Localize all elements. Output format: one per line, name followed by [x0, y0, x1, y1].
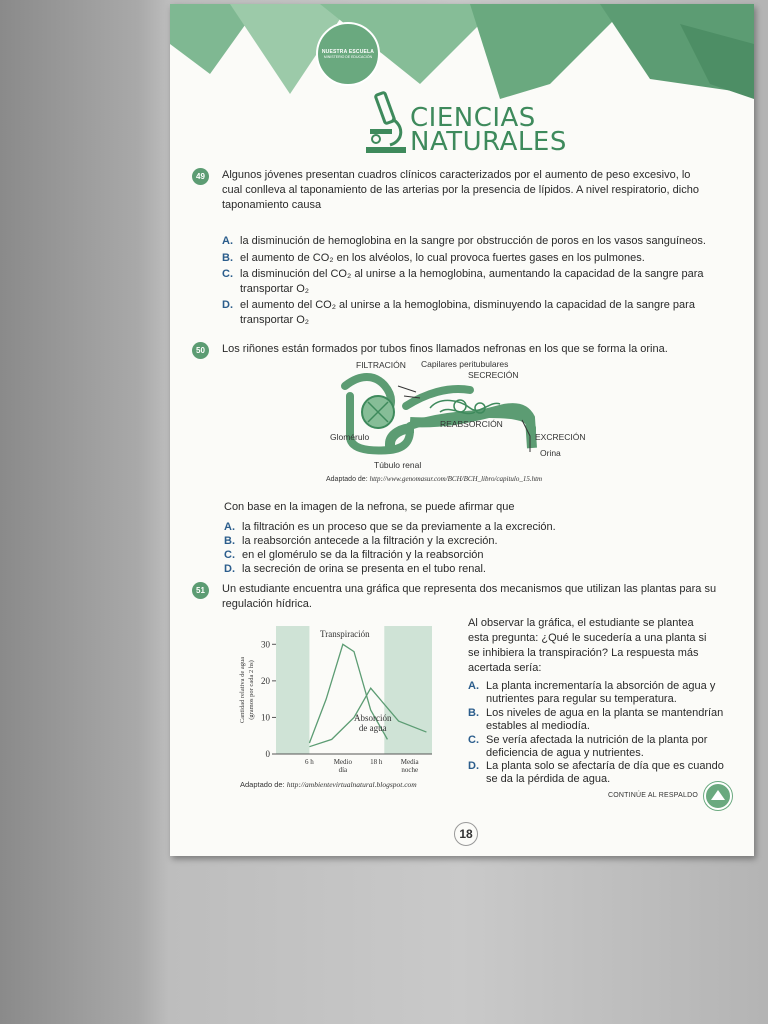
option-text: Se vería afectada la nutrición de la planta por	[486, 734, 708, 746]
label-glomerulo: Glomérulo	[330, 432, 370, 442]
y-tick-label: 30	[261, 639, 270, 650]
option-key: B.	[468, 707, 479, 719]
series-label-absorcion-cont: de agua	[358, 723, 387, 734]
option-key: D.	[468, 760, 479, 772]
q49-option-d[interactable]	[222, 298, 732, 326]
source-prefix: Adaptado de:	[326, 476, 368, 483]
option-text: la disminución de hemoglobina en la sangre por obstrucción de poros en los vasos sanguíneos.	[240, 235, 706, 247]
option-text: la secreción de orina se presenta en el tubo renal.	[242, 563, 486, 575]
question-number-badge: 51	[192, 582, 209, 599]
series-label-transpiracion: Transpiración	[320, 629, 370, 639]
option-text-cont: se da la pérdida de agua.	[486, 773, 611, 785]
q49-option-c[interactable]	[222, 267, 732, 295]
option-text: la filtración es un proceso que se da previamente a la excreción.	[242, 521, 556, 533]
y-tick-label: 10	[261, 712, 270, 723]
label-orina: Orina	[540, 448, 561, 458]
q50-option-d[interactable]	[224, 562, 704, 576]
label-excrecion: EXCRECIÓN	[535, 432, 586, 442]
option-key: D.	[224, 563, 235, 575]
ministry-logo	[316, 22, 380, 86]
label-secrecion: SECRECIÓN	[468, 370, 519, 380]
option-text-cont: transportar O₂	[240, 283, 310, 295]
title-ciencias: CIENCIAS	[410, 103, 536, 133]
q51-question	[468, 616, 730, 676]
q49-stem-line2: cual conlleva al taponamiento de las arterias por la presencia de lípidos. A nivel respiratorio, dicho	[222, 184, 699, 196]
subject-title	[362, 89, 582, 159]
question-number-badge: 50	[192, 342, 209, 359]
logo-text-2: MINISTERIO DE EDUCACIÓN	[323, 55, 373, 59]
q51-question-line1: Al observar la gráfica, el estudiante se plantea	[468, 617, 694, 629]
y-axis-label-line2: (gramos por cada 2 hs)	[248, 660, 255, 720]
option-key: C.	[224, 549, 235, 561]
x-tick-label: 6 h	[305, 758, 314, 766]
arrow-up-icon	[706, 784, 730, 808]
title-naturales: NATURALES	[410, 127, 567, 157]
q49-option-a[interactable]	[222, 234, 732, 248]
night-band-right	[384, 626, 432, 754]
label-capilares: Capilares peritubulares	[421, 359, 509, 369]
x-tick-label: noche	[401, 766, 419, 774]
chart-source	[240, 780, 417, 789]
option-key: C.	[468, 734, 479, 746]
logo-text-1: NUESTRA ESCUELA	[321, 49, 375, 55]
q51-question-line3: se inhibiera la transpiración? La respuesta más	[468, 647, 699, 659]
x-tick-label: día	[338, 766, 348, 774]
q50-option-b[interactable]	[224, 534, 704, 548]
option-key: A.	[224, 521, 235, 533]
q51-option-d[interactable]	[468, 759, 732, 787]
option-text: la reabsorción antecede a la filtración y la excreción.	[242, 535, 498, 547]
q51-option-c[interactable]	[468, 733, 732, 761]
option-text-cont: nutrientes para regular su temperatura.	[486, 693, 677, 705]
option-text-cont: deficiencia de agua y nutrientes.	[486, 747, 644, 759]
nephron-source	[326, 475, 542, 483]
option-text: el aumento del CO₂ al unirse a la hemoglobina, disminuyendo la capacidad de la sangre para	[240, 299, 695, 311]
q49-stem-line1: Algunos jóvenes presentan cuadros clínicos caracterizados por el aumento de peso excesivo, lo	[222, 169, 691, 181]
continue-label: CONTINÚE AL RESPALDO	[608, 792, 698, 799]
label-tubulo-renal: Túbulo renal	[374, 460, 422, 470]
night-band-left	[276, 626, 309, 754]
water-regulation-chart	[232, 616, 442, 801]
label-filtracion: FILTRACIÓN	[356, 360, 406, 370]
q51-stem-line2: regulación hídrica.	[222, 598, 312, 610]
option-key: B.	[222, 252, 233, 264]
x-tick-label: Medio	[333, 758, 352, 766]
option-key: B.	[224, 535, 235, 547]
y-tick-label: 20	[261, 675, 270, 686]
source-url: http://www.genomasur.com/BCH/BCH_libro/capitulo_15.htm	[369, 475, 543, 483]
option-key: A.	[468, 680, 479, 692]
q51-question-line4: acertada sería:	[468, 662, 542, 674]
q50-question: Con base en la imagen de la nefrona, se puede afirmar que	[224, 501, 515, 513]
q49-stem-line3: taponamiento causa	[222, 199, 322, 211]
q51-stem-line1: Un estudiante encuentra una gráfica que representa dos mecanismos que utilizan las plantas para su	[222, 583, 717, 595]
y-tick-label: 0	[265, 749, 270, 759]
option-text: La planta solo se afectaría de día que es cuando	[486, 760, 724, 772]
option-text: en el glomérulo se da la filtración y la reabsorción	[242, 549, 484, 561]
nephron-diagram	[170, 356, 754, 476]
option-text: La planta incrementaría la absorción de agua y	[486, 680, 716, 692]
q51-option-a[interactable]	[468, 679, 732, 707]
option-text-cont: estables al mediodía.	[486, 720, 590, 732]
option-text: el aumento de CO₂ en los alvéolos, lo cual provoca fuertes gases en los pulmones.	[240, 252, 645, 264]
x-tick-label: 18 h	[370, 758, 383, 766]
option-text: la disminución del CO₂ al unirse a la hemoglobina, aumentando la capacidad de la sangre para	[240, 268, 704, 280]
source-prefix: Adaptado de:	[240, 780, 285, 789]
y-axis-label-line1: Cantidad relativa de agua	[239, 656, 246, 724]
option-key: C.	[222, 268, 233, 280]
q50-option-c[interactable]	[224, 548, 704, 562]
page-number: 18	[454, 822, 478, 846]
question-number-badge: 49	[192, 168, 209, 185]
option-text: Los niveles de agua en la planta se mantendrían	[486, 707, 724, 719]
microscope-icon	[362, 89, 412, 159]
q49-option-b[interactable]	[222, 251, 732, 265]
option-key: A.	[222, 235, 233, 247]
option-text-cont: transportar O₂	[240, 314, 310, 326]
exam-page	[170, 4, 754, 856]
q50-stem: Los riñones están formados por tubos finos llamados nefronas en los que se forma la orina.	[222, 343, 668, 355]
q51-question-line2: esta pregunta: ¿Qué le sucedería a una planta si	[468, 632, 707, 644]
option-key: D.	[222, 299, 233, 311]
continue-button[interactable]	[704, 782, 732, 810]
q50-option-a[interactable]	[224, 520, 704, 534]
source-url: http://ambientevirtualnatural.blogspot.com	[286, 780, 417, 789]
q51-option-b[interactable]	[468, 706, 732, 734]
label-reabsorcion: REABSORCIÓN	[440, 419, 503, 429]
x-tick-label: Media	[400, 758, 419, 766]
series-label-absorcion: Absorción	[353, 713, 392, 724]
